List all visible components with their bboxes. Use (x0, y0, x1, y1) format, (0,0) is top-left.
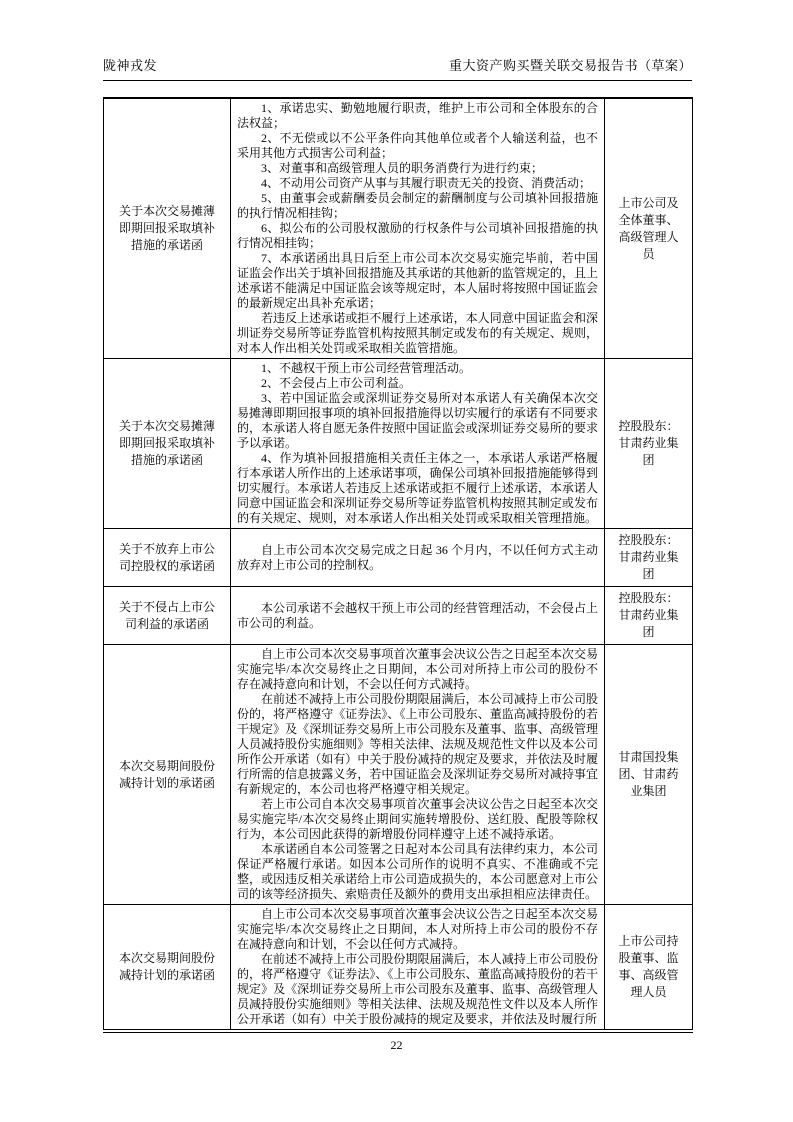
paragraph: 2、不无偿或以不公平条件向其他单位或者个人输送利益，也不采用其他方式损害公司利益； (237, 131, 598, 160)
paragraph: 在前述不减持上市公司股份期限届满后，本人减持上市公司股份的，将严格遵守《证券法》、《上市公司股东、董监高减持股份的若干规定》及《深圳证券交易所上市公司股东及董事、监事、高级管理人员减持股份实施细则》等相关法律、法规及规范性文件以及本人所作公开承诺（如有）中关于股份减持的规定及要求，并依法及时履行所 (237, 952, 598, 1026)
commitment-name-cell: 关于不放弃上市公司控股权的承诺函 (104, 529, 231, 587)
commitment-name-cell: 本次交易期间股份减持计划的承诺函 (104, 905, 231, 1032)
commitment-name-cell: 关于本次交易摊薄即期回报采取填补措施的承诺函 (104, 359, 231, 529)
paragraph: 6、拟公布的公司股权激励的行权条件与公司填补回报措施的执行情况相挂钩； (237, 221, 598, 250)
paragraph: 7、本承诺函出具日后至上市公司本次交易实施完毕前，若中国证监会作出关于填补回报措施及其承诺的其他新的监管规定的，且上述承诺不能满足中国证监会该等规定时，本人届时将按照中国证监会的最新规定出具补充承诺； (237, 251, 598, 310)
report-title: 重大资产购买暨关联交易报告书（草案） (448, 58, 692, 73)
paragraph: 5、由董事会或薪酬委员会制定的薪酬制度与公司填补回报措施的执行情况相挂钩； (237, 191, 598, 220)
table-row (104, 645, 693, 905)
page-number: 22 (390, 1038, 403, 1052)
paragraph: 本公司承诺不会越权干预上市公司的经营管理活动，不会侵占上市公司的利益。 (237, 600, 598, 630)
commitment-content-cell (231, 529, 605, 587)
paragraph: 若违反上述承诺或拒不履行上述承诺，本人同意中国证监会和深圳证券交易所等证券监管机构按照其制定或发布的有关规定、规则，对本人作出相关处罚或采取相关监管措施。 (237, 311, 598, 355)
commitment-content-cell (231, 359, 605, 529)
table-row (104, 587, 693, 645)
paragraph: 自上市公司本次交易完成之日起 36 个月内，不以任何方式主动放弃对上市公司的控制权。 (237, 542, 598, 572)
paragraph: 自上市公司本次交易事项首次董事会决议公告之日起至本次交易实施完毕/本次交易终止之日期间，本公司对所持上市公司的股份不存在减持意向和计划，不会以任何方式减持。 (237, 647, 598, 691)
paragraph: 若上市公司自本次交易事项首次董事会决议公告之日起至本次交易实施完毕/本次交易终止期间实施转增股份、送红股、配股等除权行为，本公司因此获得的新增股份同样遵守上述不减持承诺。 (237, 797, 598, 841)
paragraph: 本承诺函自本公司签署之日起对本公司具有法律约束力，本公司保证严格履行承诺。如因本公司所作的说明不真实、不准确或不完整，或因违反相关承诺给上市公司造成损失的，本公司愿意对上市公司的该等经济损失、索赔责任及额外的费用支出承担相应法律责任。 (237, 842, 598, 901)
paragraph: 1、承诺忠实、勤勉地履行职责，维护上市公司和全体股东的合法权益； (237, 101, 598, 130)
commitment-content-cell (231, 905, 605, 1032)
table-row (104, 98, 693, 359)
company-name: 陇神戎发 (103, 58, 158, 73)
paragraph: 4、不动用公司资产从事与其履行职责无关的投资、消费活动； (261, 176, 592, 190)
commitment-party-cell: 甘肃国投集团、甘肃药业集团 (605, 645, 693, 905)
commitment-party-cell: 上市公司持股董事、监事、高级管理人员 (605, 905, 693, 1032)
paragraph: 2、不会侵占上市公司利益。 (261, 376, 412, 390)
commitment-content-cell (231, 645, 605, 905)
commitment-content-cell (231, 98, 605, 359)
page-content (103, 55, 692, 1033)
paragraph: 在前述不减持上市公司股份期限届满后，本公司减持上市公司股份的，将严格遵守《证券法》、《上市公司股东、董监高减持股份的若干规定》及《深圳证券交易所上市公司股东及董事、监事、高级管理人员减持股份实施细则》等相关法律、法规及规范性文件以及本公司所作公开承诺（如有）中关于股份减持的规定及要求，并依法及时履行所需的信息披露义务，若中国证监会及深圳证券交易所对减持事宜有新规定的，本公司也将严格遵守相关规定。 (237, 692, 598, 796)
table-row (104, 359, 693, 529)
page-header (103, 55, 692, 81)
commitment-party-cell: 控股股东：甘肃药业集团 (605, 359, 693, 529)
commitment-content-cell (231, 587, 605, 645)
paragraph: 自上市公司本次交易事项首次董事会决议公告之日起至本次交易实施完毕/本次交易终止之日期间，本人对所持上市公司的股份不存在减持意向和计划，不会以任何方式减持。 (237, 907, 598, 951)
commitment-party-cell: 控股股东：甘肃药业集团 (605, 529, 693, 587)
table-row (104, 529, 693, 587)
commitments-table (103, 97, 693, 1033)
commitment-name-cell: 关于不侵占上市公司利益的承诺函 (104, 587, 231, 645)
commitment-party-cell: 控股股东：甘肃药业集团 (605, 587, 693, 645)
paragraph: 3、对董事和高级管理人员的职务消费行为进行约束； (261, 161, 544, 175)
paragraph: 4、作为填补回报措施相关责任主体之一，本承诺人承诺严格履行本承诺人所作出的上述承诺事项，确保公司填补回报措施能够得到切实履行。本承诺人若违反上述承诺或拒不履行上述承诺，本承诺人同意中国证监会和深圳证券交易所等证券监管机构按照其制定或发布的有关规定、规则，对本承诺人作出相关处罚或采取相关管理措施。 (237, 451, 598, 525)
commitment-name-cell: 本次交易期间股份减持计划的承诺函 (104, 645, 231, 905)
table-row (104, 905, 693, 1032)
paragraph: 3、若中国证监会或深圳证券交易所对本承诺人有关确保本次交易摊薄即期回报事项的填补回报措施得以切实履行的承诺有不同要求的，本承诺人将自愿无条件按照中国证监会或深圳证券交易所的要求予以承诺。 (237, 391, 598, 450)
commitment-party-cell: 上市公司及全体董事、高级管理人员 (605, 98, 693, 359)
commitment-name-cell: 关于本次交易摊薄即期回报采取填补措施的承诺函 (104, 98, 231, 359)
paragraph: 1、不越权干预上市公司经营管理活动。 (261, 361, 472, 375)
